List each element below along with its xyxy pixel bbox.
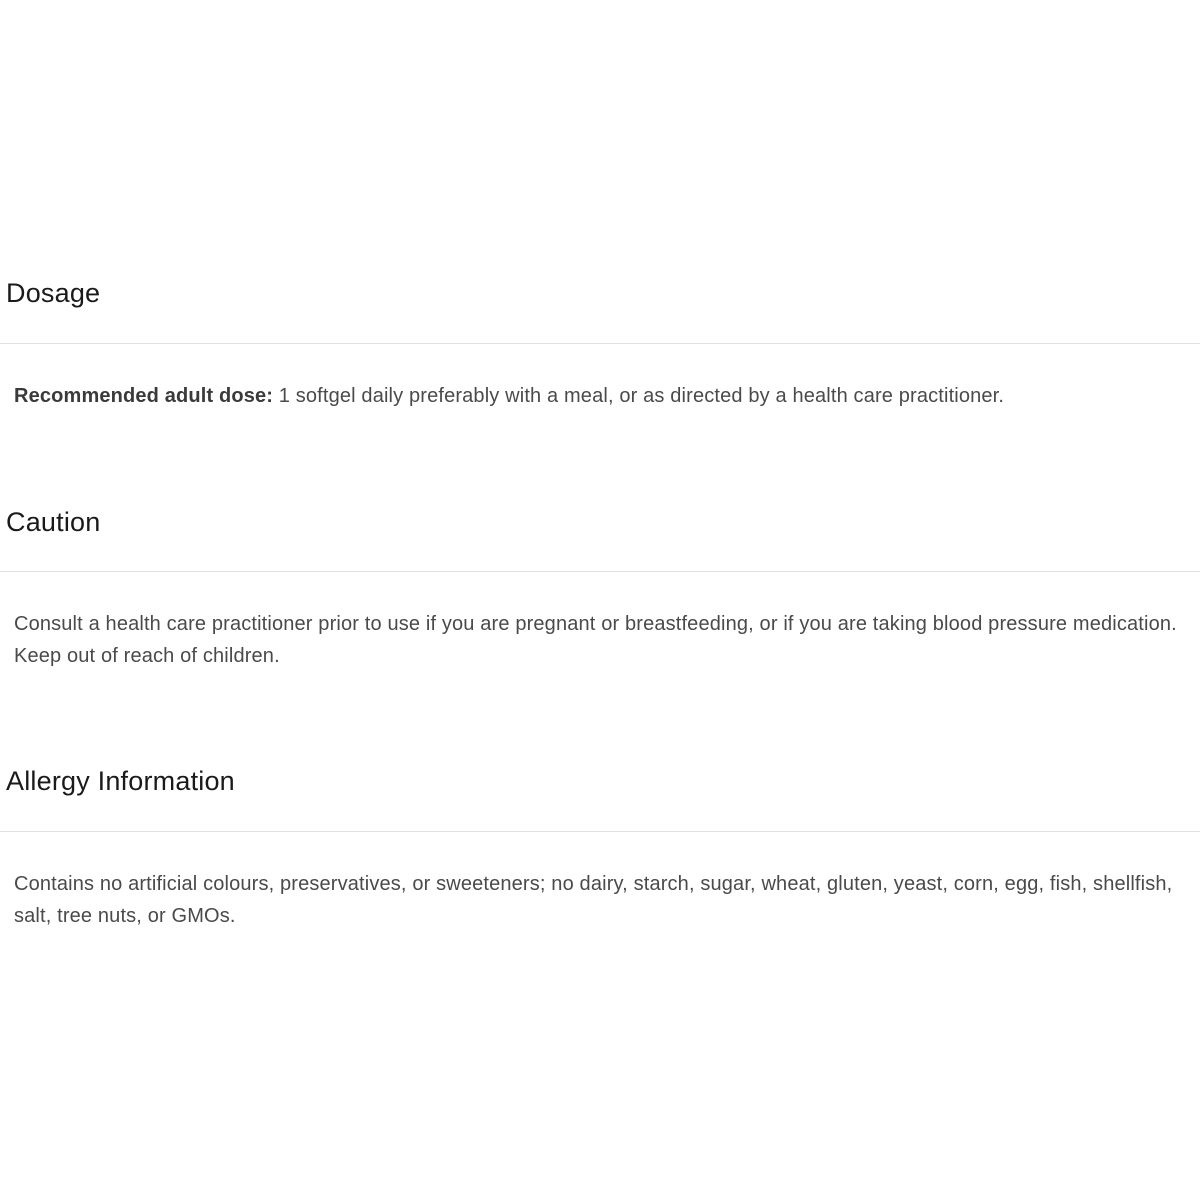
dosage-heading: Dosage <box>6 278 101 308</box>
allergy-body: Contains no artificial colours, preservatives, or sweeteners; no dairy, starch, sugar, wheat, gluten, yeast, corn, egg, fish, shellfish, salt, tree nuts, or GMOs. <box>14 873 1173 927</box>
dosage-text: 1 softgel daily preferably with a meal, or as directed by a health care practitioner. <box>273 385 1005 407</box>
caution-heading: Caution <box>6 507 101 537</box>
allergy-divider <box>0 831 1200 832</box>
allergy-heading: Allergy Information <box>6 766 235 796</box>
dosage-label: Recommended adult dose: <box>14 385 274 407</box>
caution-body: Consult a health care practitioner prior to use if you are pregnant or breastfeeding, or if you are taking blood pressure medication. Keep out of reach of children. <box>14 613 1177 667</box>
caution-divider <box>0 571 1200 572</box>
dosage-body <box>14 380 1198 412</box>
dosage-divider <box>0 343 1200 344</box>
